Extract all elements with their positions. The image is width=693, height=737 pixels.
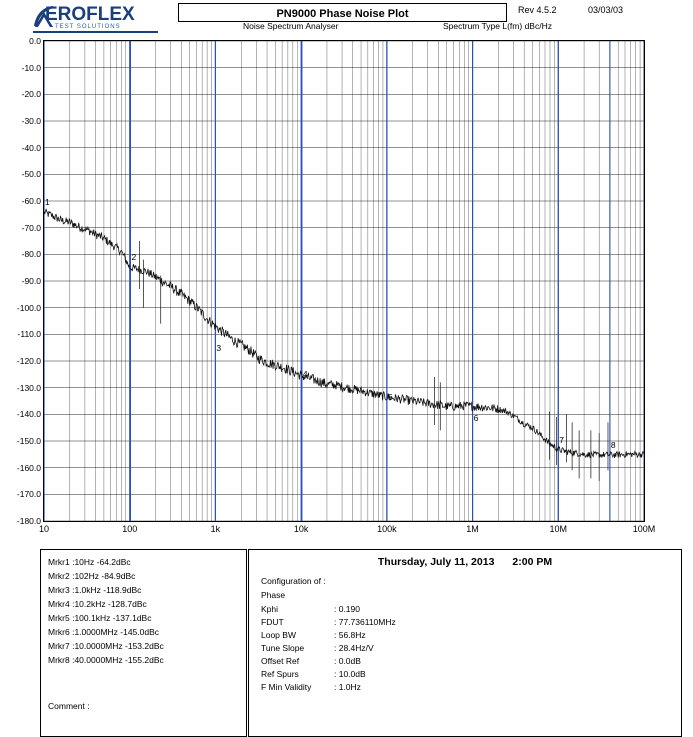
marker-number: 5 (387, 391, 393, 402)
y-tick-label: -110.0 (17, 329, 41, 340)
x-axis-labels (38, 521, 656, 537)
x-tick-label: 10k (293, 524, 309, 534)
analyser-label: Noise Spectrum Analyser (243, 21, 339, 31)
y-tick-label: -10.0 (21, 62, 41, 73)
y-tick-label: 0.0 (29, 36, 41, 46)
marker-number: 7 (559, 434, 565, 445)
y-tick-label: -60.0 (21, 196, 41, 206)
marker-readout: Mrkr8 :40.0000MHz -155.2dBc (48, 655, 164, 665)
marker-readout: Mrkr3 :1.0kHz -118.9dBc (48, 585, 142, 595)
aeroflex-logo (33, 4, 158, 32)
measurement-date: Thursday, July 11, 2013 (377, 556, 495, 568)
y-tick-label: -80.0 (21, 249, 41, 260)
revision-date: 03/03/03 (588, 5, 624, 15)
y-tick-label: -180.0 (16, 516, 41, 526)
y-tick-label: -40.0 (21, 142, 41, 153)
x-tick-label: 100M (632, 524, 656, 534)
logo-underline (33, 31, 158, 33)
x-tick-label: 10M (549, 524, 568, 534)
config-value: : 0.190 (334, 604, 360, 614)
config-row (261, 630, 366, 640)
revision-label: Rev 4.5.2 (518, 5, 557, 15)
config-key: FDUT (261, 617, 284, 627)
y-tick-label: -90.0 (21, 276, 41, 286)
config-row (261, 617, 396, 627)
logo-brand-text: EROFLEX (45, 4, 135, 25)
plot-title: PN9000 Phase Noise Plot (276, 8, 409, 20)
config-row (261, 682, 361, 692)
y-tick-label: -170.0 (16, 489, 41, 500)
x-tick-label: 1M (466, 524, 479, 534)
x-tick-label: 100 (122, 524, 138, 534)
config-row (261, 656, 361, 666)
config-key: Tune Slope (261, 643, 305, 653)
y-tick-label: -50.0 (21, 169, 41, 180)
configuration-title: Configuration of : (261, 576, 326, 586)
measurement-datetime (249, 556, 681, 568)
marker-readout: Mrkr1 :10Hz -64.2dBc (48, 557, 131, 567)
y-tick-label: -130.0 (16, 382, 41, 393)
config-value: : 77.736110MHz (334, 617, 396, 627)
y-tick-label: -100.0 (16, 302, 41, 313)
config-row (261, 643, 374, 653)
x-tick-label: 1k (210, 524, 221, 534)
config-key: Offset Ref (261, 656, 300, 666)
logo-subtitle-text: TEST SOLUTIONS (55, 24, 121, 30)
y-tick-label: -30.0 (21, 116, 41, 126)
marker-readout: Mrkr5 :100.1kHz -137.1dBc (48, 613, 152, 623)
plot-area (43, 40, 645, 522)
marker-number: 4 (302, 369, 308, 380)
marker-readout: Mrkr4 :10.2kHz -128.7dBc (48, 599, 147, 609)
config-value: : 0.0dB (334, 656, 361, 666)
marker-readout: Mrkr7 :10.0000MHz -153.2dBc (48, 641, 164, 651)
configuration-panel (248, 549, 682, 737)
plot-title-box (178, 3, 507, 22)
y-tick-label: -160.0 (16, 462, 41, 473)
x-tick-label: 10 (38, 524, 50, 534)
comment-label: Comment : (48, 701, 90, 711)
marker-number: 1 (45, 197, 50, 208)
x-tick-label: 100k (377, 524, 397, 534)
marker-readout: Mrkr6 :1.0000MHz -145.0dBc (48, 627, 160, 637)
marker-readout: Mrkr2 :102Hz -84.9dBc (48, 571, 136, 581)
config-value: : 28.4Hz/V (334, 643, 374, 653)
config-value: : 10.0dB (334, 669, 366, 679)
plot-canvas (44, 41, 644, 521)
config-key: Loop BW (261, 630, 296, 640)
y-tick-label: -150.0 (16, 436, 41, 446)
y-tick-label: -20.0 (21, 89, 41, 100)
marker-number: 6 (473, 412, 479, 423)
marker-number: 2 (131, 252, 137, 263)
y-axis-labels (0, 36, 41, 526)
y-tick-label: -70.0 (21, 222, 41, 233)
configuration-mode: Phase (261, 590, 286, 600)
markers-panel (40, 549, 247, 737)
config-key: F Min Validity (261, 682, 312, 692)
marker-number: 8 (610, 439, 616, 450)
config-key: Kphi (261, 604, 279, 614)
config-key: Ref Spurs (261, 669, 299, 679)
report-header (33, 2, 688, 34)
config-value: : 56.8Hz (334, 630, 366, 640)
measurement-time: 2:00 PM (512, 556, 553, 568)
y-tick-label: -140.0 (16, 409, 41, 420)
marker-number: 3 (216, 343, 222, 354)
config-row (261, 604, 360, 614)
config-row (261, 669, 366, 679)
y-tick-label: -120.0 (16, 356, 41, 366)
config-value: : 1.0Hz (334, 682, 361, 692)
spectrum-type-label: Spectrum Type L(fm) dBc/Hz (443, 21, 552, 31)
